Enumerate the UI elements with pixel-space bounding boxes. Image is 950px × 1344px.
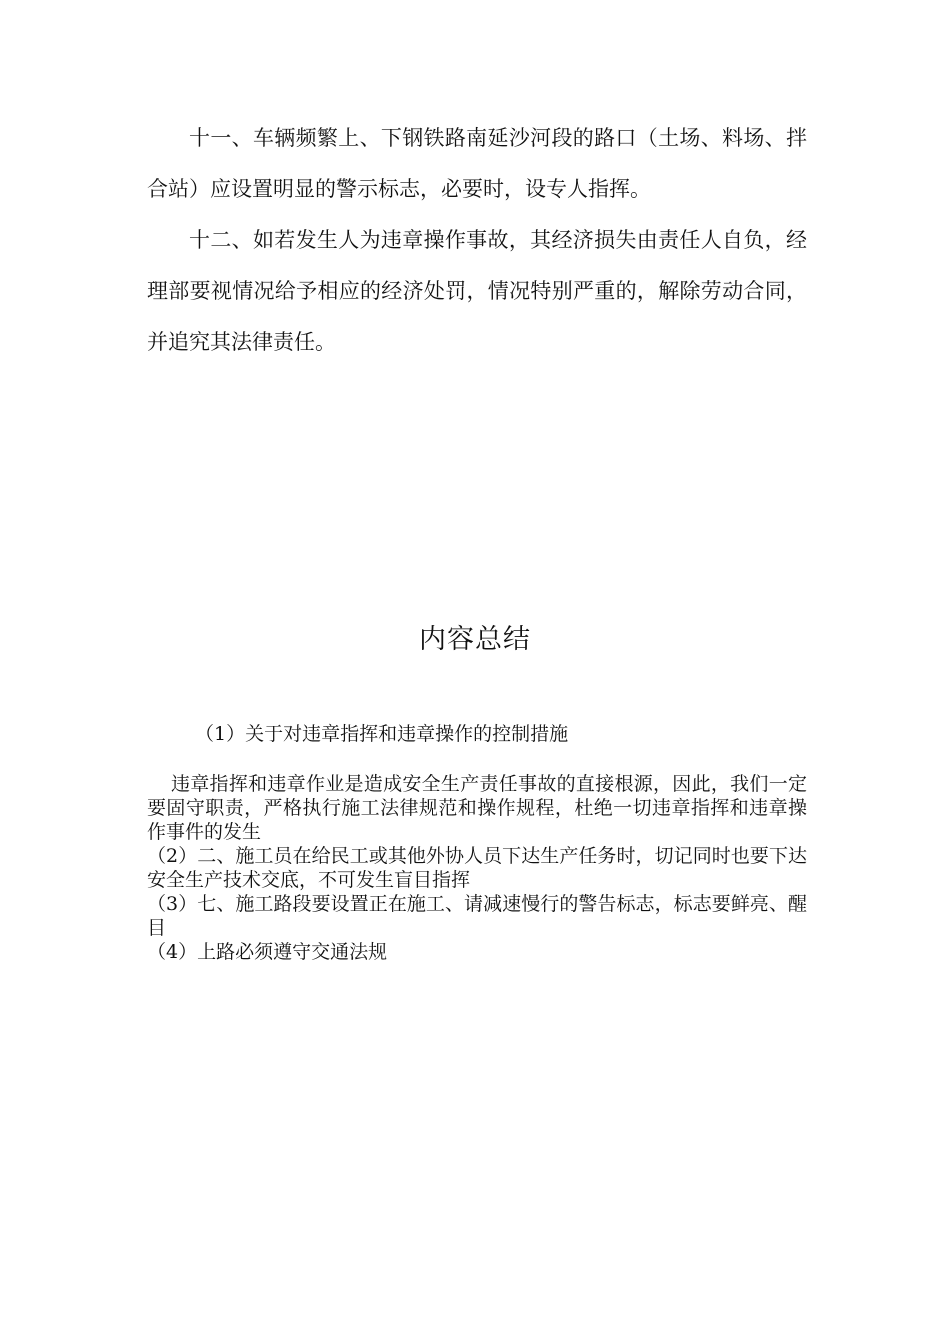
- summary-item: 违章指挥和违章作业是造成安全生产责任事故的直接根源，因此，我们一定要固守职责，严格执行施工法律规范和操作规程，杜绝一切违章指挥和违章操作事件的发生: [147, 773, 807, 843]
- paragraph-twelve: 十二、如若发生人为违章操作事故，其经济损失由责任人自负，经理部要视情况给予相应的经济处罚，情况特别严重的，解除劳动合同，并追究其法律责任。: [147, 228, 807, 354]
- summary-item: （2）二、施工员在给民工或其他外协人员下达生产任务时，切记同时也要下达安全生产技术交底，不可发生盲目指挥: [147, 845, 807, 891]
- summary-list: [147, 772, 807, 964]
- summary-item: （3）七、施工路段要设置正在施工、请减速慢行的警告标志，标志要鲜亮、醒目: [147, 893, 807, 939]
- paragraph-eleven: 十一、车辆频繁上、下钢铁路南延沙河段的路口（土场、料场、拌合站）应设置明显的警示标志，必要时，设专人指挥。: [147, 126, 807, 201]
- body-text: [147, 113, 807, 368]
- summary-title: 内容总结: [419, 624, 531, 655]
- summary-heading: （1）关于对违章指挥和违章操作的控制措施: [195, 723, 569, 745]
- summary-item: （4）上路必须遵守交通法规: [147, 941, 388, 963]
